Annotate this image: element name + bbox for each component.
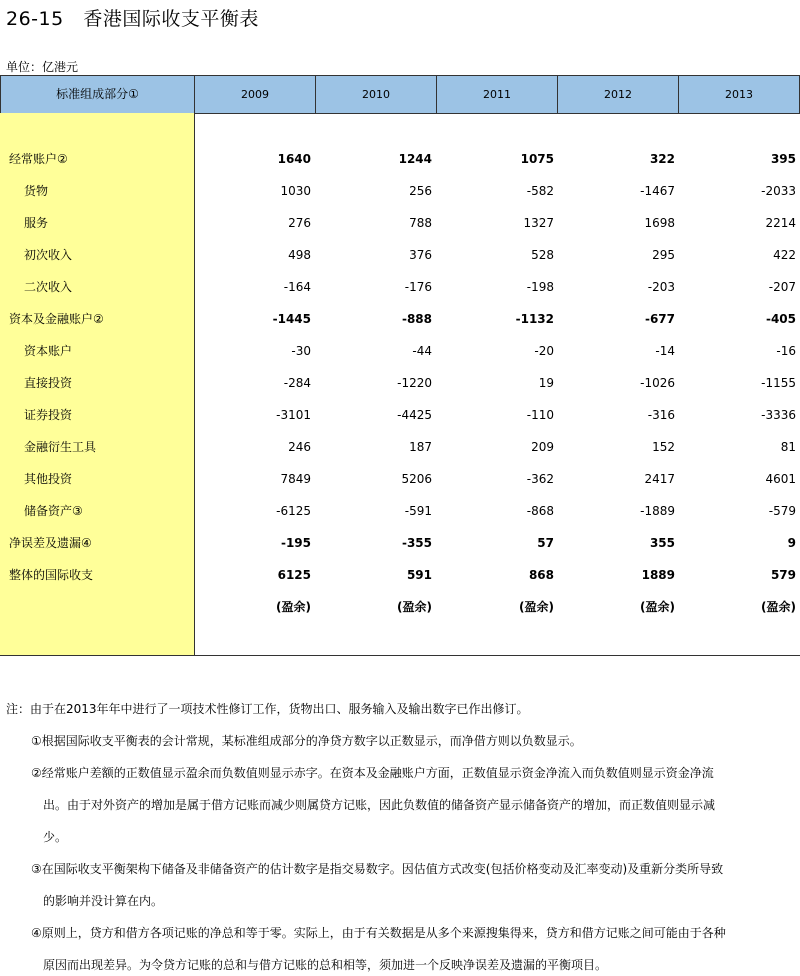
header-year-2009: 2009: [195, 76, 316, 113]
table-row: [0, 239, 800, 271]
row-value-2010: -4425: [397, 408, 432, 422]
table-row: [0, 559, 800, 591]
note-line: ①根据国际收支平衡表的会计常规，某标准组成部分的净贷方数字以正数显示，而净借方则以负数显示。: [31, 734, 582, 748]
row-label: 经常账户②: [9, 152, 68, 166]
table-bottom-border: [0, 655, 800, 656]
row-value-2011: 528: [531, 248, 554, 262]
row-value-2009: -1445: [272, 312, 311, 326]
row-value-2013: 9: [787, 536, 796, 550]
table-row: [0, 399, 800, 431]
table-header: [0, 75, 800, 114]
row-value-2010: 5206: [401, 472, 432, 486]
table-row: [0, 367, 800, 399]
table-row: [0, 495, 800, 527]
unit-label: 单位：亿港元: [6, 60, 79, 74]
header-year-2010: 2010: [316, 76, 437, 113]
row-value-2010: 376: [409, 248, 432, 262]
row-value-2011: -1132: [515, 312, 554, 326]
row-label: 资本及金融账户②: [9, 312, 104, 326]
row-value-2012: 295: [652, 248, 675, 262]
row-label: 净误差及遗漏④: [9, 536, 92, 550]
row-value-2010: -44: [412, 344, 432, 358]
row-value-2009: -195: [280, 536, 311, 550]
row-value-2009: -3101: [276, 408, 311, 422]
row-value-2013: 395: [770, 152, 796, 166]
row-label: 整体的国际收支: [9, 568, 94, 582]
table-row: [0, 591, 800, 623]
row-value-2011: 1075: [520, 152, 554, 166]
row-value-2012: -677: [644, 312, 675, 326]
row-label: 储备资产③: [24, 504, 83, 518]
row-value-2013: -207: [768, 280, 796, 294]
row-value-2012: 1889: [641, 568, 675, 582]
row-label: 其他投资: [24, 472, 73, 486]
table-row: [0, 143, 800, 175]
table-row: [0, 303, 800, 335]
row-value-2011: (盈余): [519, 600, 554, 614]
row-value-2010: 788: [409, 216, 432, 230]
row-value-2013: -579: [768, 504, 796, 518]
row-value-2013: 81: [780, 440, 796, 454]
row-value-2009: 498: [288, 248, 311, 262]
note-line: 注：由于在2013年年中进行了一项技术性修订工作，货物出口、服务输入及输出数字已作出修订。: [6, 702, 529, 716]
row-value-2012: 1698: [644, 216, 675, 230]
row-label: 货物: [24, 184, 49, 198]
row-value-2011: 57: [537, 536, 554, 550]
row-value-2012: -1467: [640, 184, 675, 198]
row-value-2010: (盈余): [397, 600, 432, 614]
row-value-2011: -198: [526, 280, 554, 294]
page-title: 26-15 香港国际收支平衡表: [6, 8, 259, 30]
row-value-2009: 1030: [280, 184, 311, 198]
note-line: ④原则上，贷方和借方各项记账的净总和等于零。实际上，由于有关数据是从多个来源搜集得来，贷方和借方记账之间可能由于各种: [31, 926, 726, 940]
table-row: [0, 175, 800, 207]
row-value-2013: 4601: [765, 472, 796, 486]
note-line: 出。由于对外资产的增加是属于借方记账而减少则属贷方记账，因此负数值的储备资产显示储备资产的增加，而正数值则显示减: [43, 798, 716, 812]
row-value-2013: 422: [773, 248, 796, 262]
header-year-2012: 2012: [558, 76, 679, 113]
row-value-2009: -6125: [276, 504, 311, 518]
table-row: [0, 431, 800, 463]
row-value-2011: 868: [528, 568, 554, 582]
table-row: [0, 335, 800, 367]
row-value-2011: -582: [526, 184, 554, 198]
header-component-label: 标准组成部分①: [0, 76, 195, 113]
table-row: [0, 271, 800, 303]
row-value-2012: -1889: [640, 504, 675, 518]
row-value-2010: -591: [404, 504, 432, 518]
note-line: 原因而出现差异。为令贷方记账的总和与借方记账的总和相等，须加进一个反映净误差及遗漏的平衡项目。: [43, 958, 608, 972]
header-year-2011: 2011: [437, 76, 558, 113]
row-value-2013: -405: [765, 312, 796, 326]
row-value-2010: 187: [409, 440, 432, 454]
row-value-2009: 6125: [277, 568, 311, 582]
row-value-2009: (盈余): [276, 600, 311, 614]
row-value-2012: -14: [655, 344, 675, 358]
row-label: 服务: [24, 216, 49, 230]
row-value-2010: -176: [404, 280, 432, 294]
row-label: 直接投资: [24, 376, 73, 390]
row-value-2012: (盈余): [640, 600, 675, 614]
row-value-2011: -20: [534, 344, 554, 358]
row-value-2011: 209: [531, 440, 554, 454]
row-value-2010: -888: [401, 312, 432, 326]
row-value-2013: -3336: [761, 408, 796, 422]
row-label: 金融衍生工具: [24, 440, 97, 454]
row-value-2013: -2033: [761, 184, 796, 198]
note-line: ②经常账户差额的正数值显示盈余而负数值则显示赤字。在资本及金融账户方面，正数值显示资金净流入而负数值则显示资金净流: [31, 766, 714, 780]
table-row: [0, 527, 800, 559]
row-value-2012: 2417: [644, 472, 675, 486]
note-line: ③在国际收支平衡架构下储备及非储备资产的估计数字是指交易数字。因估值方式改变(包括价格变动及汇率变动)及重新分类所导致: [31, 862, 724, 876]
row-value-2010: 591: [406, 568, 432, 582]
row-value-2009: -164: [283, 280, 311, 294]
row-value-2011: -110: [526, 408, 554, 422]
row-value-2010: -1220: [397, 376, 432, 390]
row-value-2011: -362: [526, 472, 554, 486]
row-value-2009: 276: [288, 216, 311, 230]
row-label: 证券投资: [24, 408, 73, 422]
row-value-2012: 322: [649, 152, 675, 166]
table-row: [0, 207, 800, 239]
row-label: 初次收入: [24, 248, 73, 262]
row-value-2012: 355: [649, 536, 675, 550]
row-label: 二次收入: [24, 280, 73, 294]
row-value-2011: -868: [526, 504, 554, 518]
row-value-2010: 256: [409, 184, 432, 198]
note-line: 的影响并没计算在内。: [43, 894, 164, 908]
header-year-2013: 2013: [679, 76, 800, 113]
row-value-2009: 7849: [280, 472, 311, 486]
table-row: [0, 463, 800, 495]
row-value-2012: -203: [647, 280, 675, 294]
row-value-2013: -16: [776, 344, 796, 358]
row-value-2013: 579: [770, 568, 796, 582]
row-value-2009: -284: [283, 376, 311, 390]
row-value-2013: (盈余): [761, 600, 796, 614]
row-value-2009: -30: [291, 344, 311, 358]
row-value-2012: -316: [647, 408, 675, 422]
note-line: 少。: [43, 830, 68, 844]
row-value-2013: 2214: [765, 216, 796, 230]
row-value-2009: 1640: [277, 152, 311, 166]
row-value-2010: -355: [401, 536, 432, 550]
row-label: 资本账户: [24, 344, 73, 358]
row-value-2009: 246: [288, 440, 311, 454]
row-value-2012: 152: [652, 440, 675, 454]
row-value-2011: 1327: [523, 216, 554, 230]
row-value-2011: 19: [538, 376, 554, 390]
row-value-2012: -1026: [640, 376, 675, 390]
row-value-2010: 1244: [398, 152, 432, 166]
row-value-2013: -1155: [761, 376, 796, 390]
